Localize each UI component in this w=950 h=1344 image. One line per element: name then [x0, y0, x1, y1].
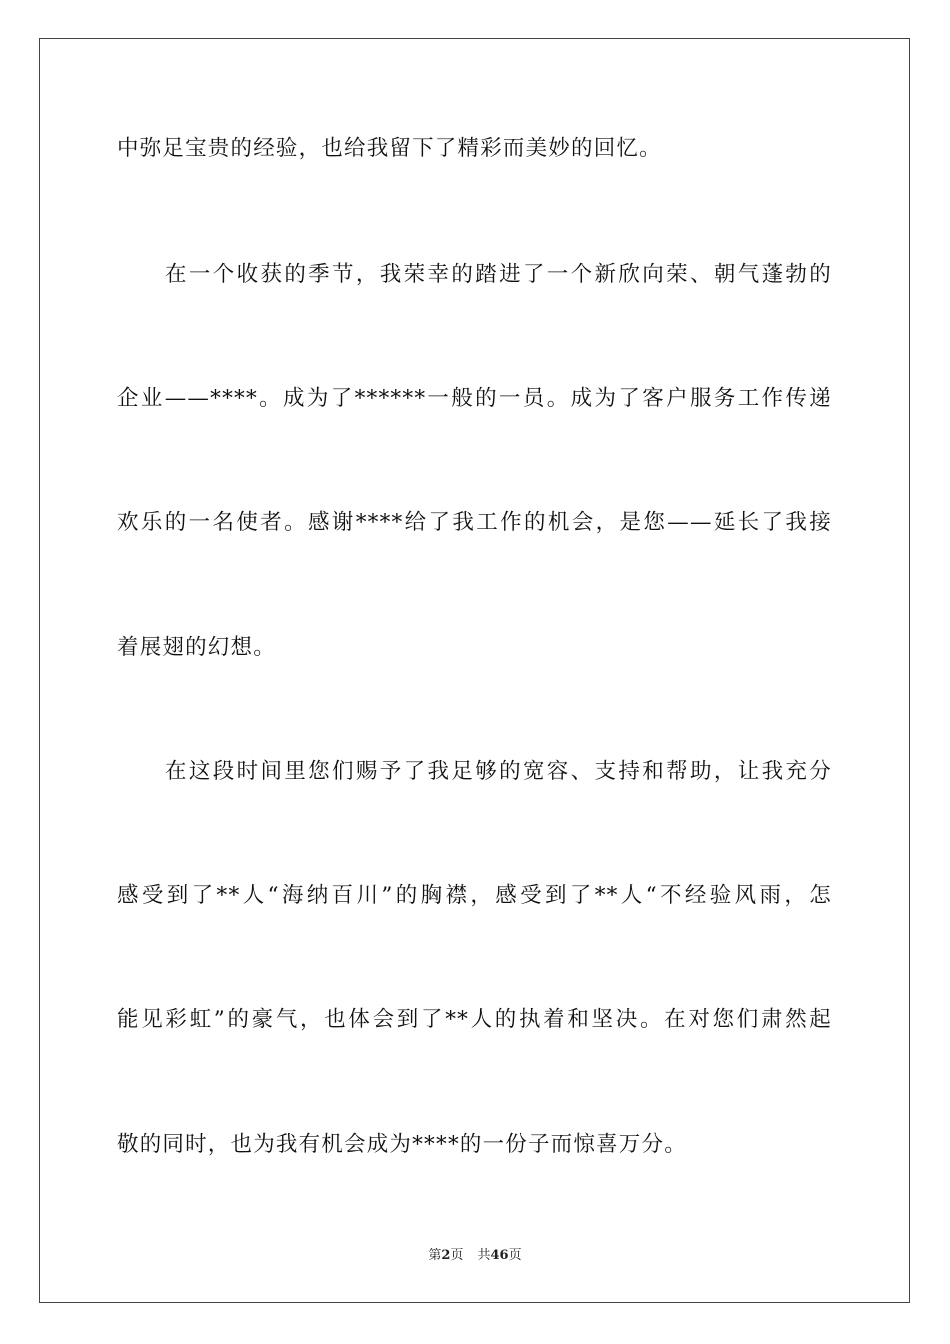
paragraph-line: 敬的同时，也为我有机会成为****的一份子而惊喜万分。	[117, 1132, 687, 1157]
page-suffix: 页	[450, 1248, 464, 1263]
page-footer	[0, 1246, 950, 1266]
paragraph-line: 中弥足宝贵的经验，也给我留下了精彩而美妙的回忆。	[117, 136, 662, 161]
page-prefix: 第	[428, 1248, 442, 1263]
total-pages: 46	[490, 1248, 509, 1263]
total-prefix: 共	[477, 1248, 491, 1263]
paragraph-line: 能见彩虹”的豪气，也体会到了**人的执着和坚决。在对您们肃然起	[117, 1007, 832, 1032]
paragraph-line: 在这段时间里您们赐予了我足够的宽容、支持和帮助，让我充分	[165, 759, 832, 784]
paragraph-line: 在一个收获的季节，我荣幸的踏进了一个新欣向荣、朝气蓬勃的	[165, 262, 832, 287]
paragraph-line: 欢乐的一名使者。感谢****给了我工作的机会，是您——延长了我接	[117, 510, 832, 535]
paragraph-line: 着展翅的幻想。	[117, 635, 276, 660]
paragraph-line: 感受到了**人“海纳百川”的胸襟，感受到了**人“不经验风雨，怎	[117, 883, 832, 908]
page-border	[39, 38, 910, 1303]
total-suffix: 页	[508, 1248, 522, 1263]
page-number: 2	[441, 1248, 451, 1263]
paragraph-line: 企业——****。成为了******一般的一员。成为了客户服务工作传递	[117, 386, 832, 411]
